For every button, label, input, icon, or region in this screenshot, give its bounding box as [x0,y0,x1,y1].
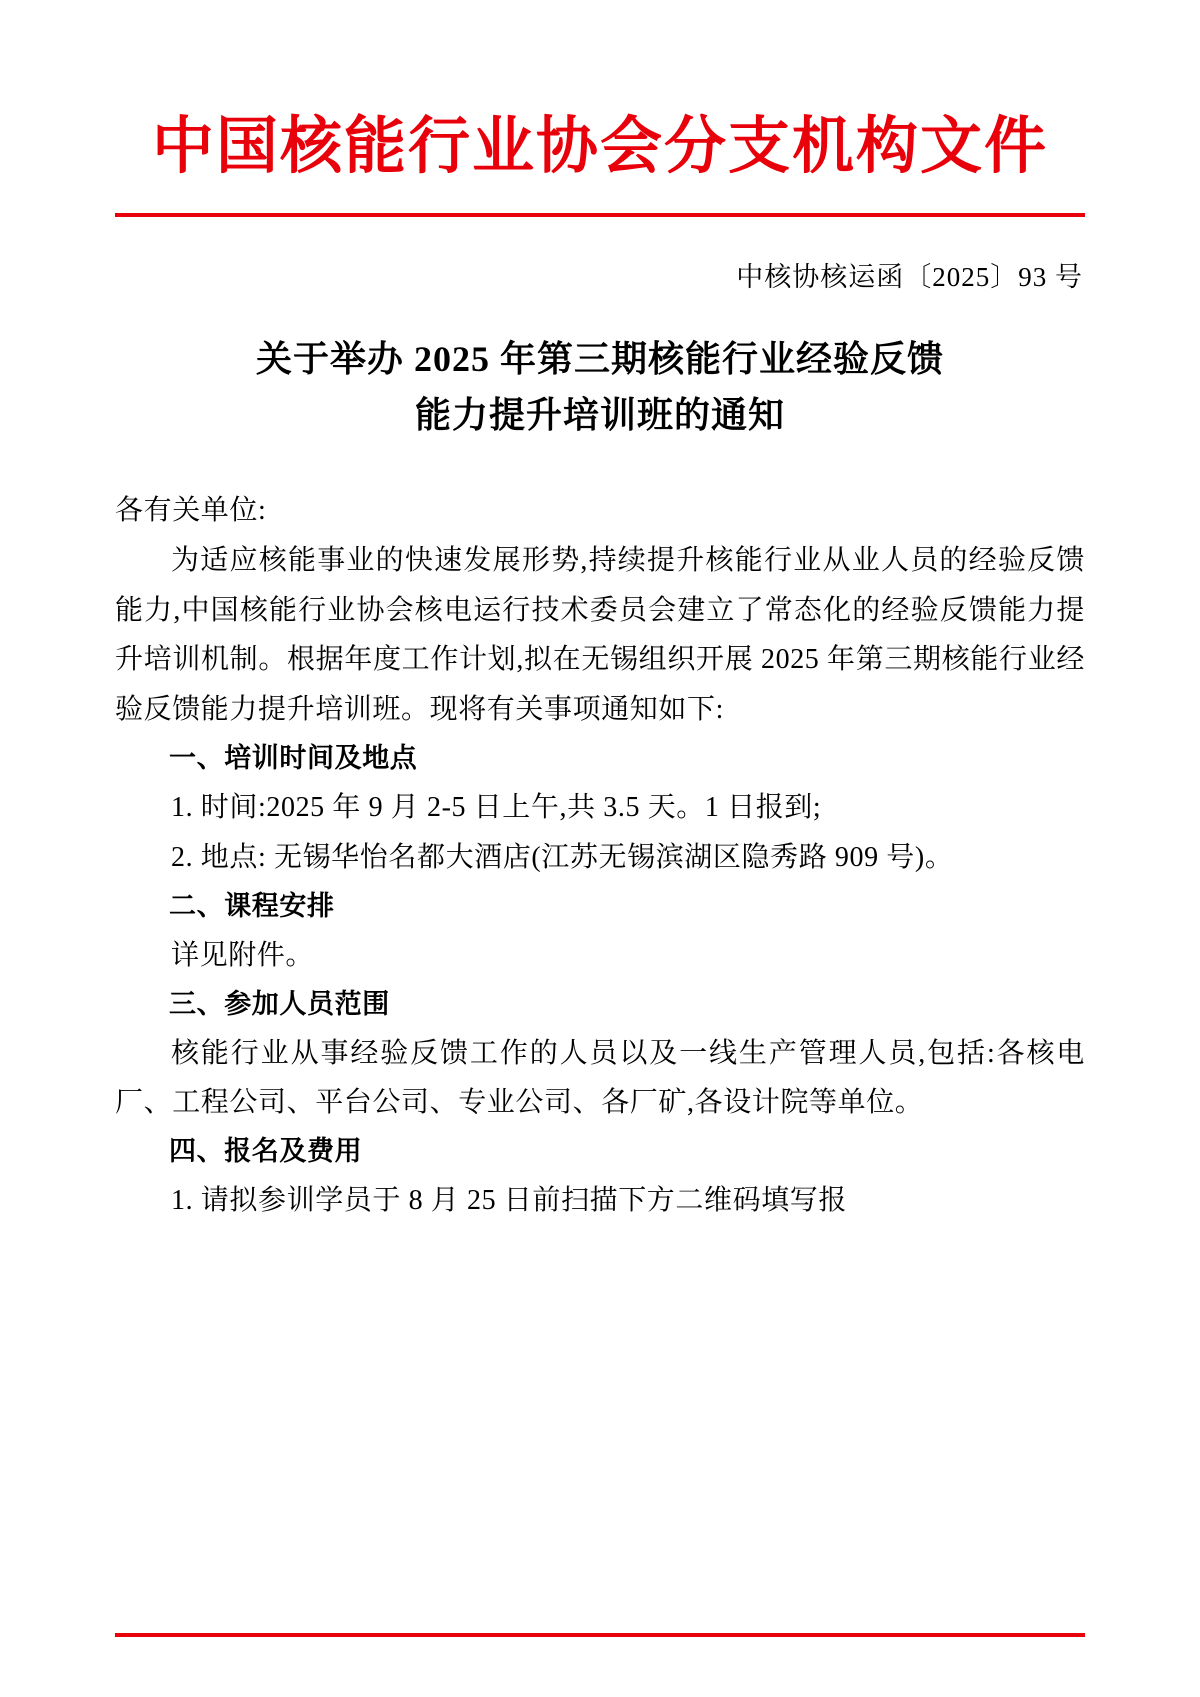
masthead-title: 中国核能行业协会分支机构文件 [151,113,1048,181]
masthead-divider [115,213,1085,217]
page-title [115,332,1085,444]
section-heading-1: 一、培训时间及地点 [169,743,418,775]
section-heading-3: 三、参加人员范围 [169,988,390,1020]
section-heading-2: 二、课程安排 [169,890,335,922]
masthead [115,0,1085,217]
section-heading-4: 四、报名及费用 [169,1136,363,1168]
footer-divider [115,1633,1085,1637]
salutation: 各有关单位: [115,494,267,526]
section-3-item-1: 核能行业从事经验反馈工作的人员以及一线生产管理人员,包括:各核电厂、工程公司、平台公司、专业公司、各厂矿,各设计院等单位。 [115,1037,1085,1119]
page-title-line-2: 能力提升培训班的通知 [414,395,785,436]
section-1-item-2: 2. 地点: 无锡华怡名都大酒店(江苏无锡滨湖区隐秀路 909 号)。 [171,841,954,873]
document-number: 中核协核运函〔2025〕93 号 [736,262,1083,293]
section-2-item-1: 详见附件。 [171,939,315,971]
document-body [115,486,1085,1226]
intro-paragraph: 为适应核能事业的快速发展形势,持续提升核能行业从业人员的经验反馈能力,中国核能行业协会核电运行技术委员会建立了常态化的经验反馈能力提升培训机制。根据年度工作计划,拟在无锡组织开展 2025 年第三期核能行业经验反馈能力提升培训班。现将有关事项通知如下: [115,544,1085,726]
section-1-item-1: 1. 时间:2025 年 9 月 2-5 日上午,共 3.5 天。1 日报到; [171,792,822,824]
page-title-line-1: 关于举办 2025 年第三期核能行业经验反馈 [255,339,944,380]
section-4-item-1: 1. 请拟参训学员于 8 月 25 日前扫描下方二维码填写报 [171,1185,848,1217]
